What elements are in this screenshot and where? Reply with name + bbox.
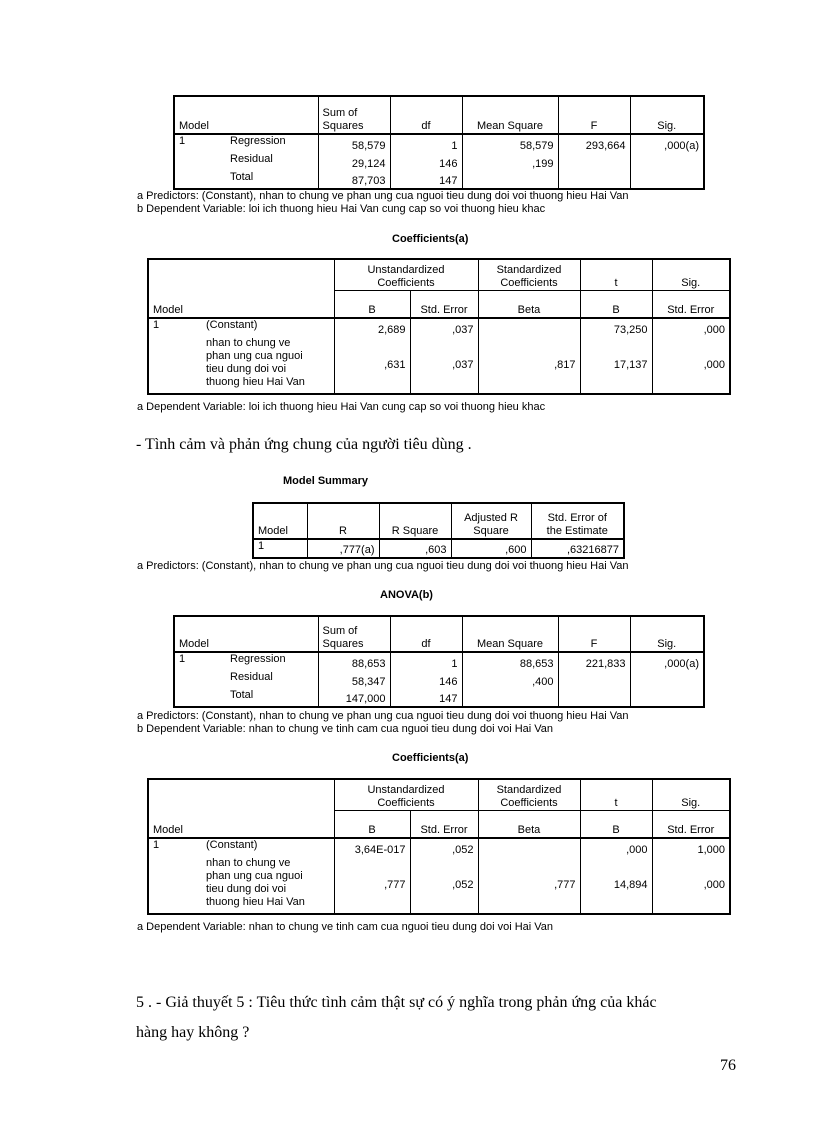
- header-beta: Beta: [478, 291, 580, 319]
- table-row: [174, 652, 704, 671]
- anova-table-2: [173, 615, 705, 708]
- cell-sig: [630, 153, 704, 171]
- cell-sig: ,000: [652, 318, 730, 337]
- cell-sig: [630, 171, 704, 189]
- cell-se: ,037: [410, 337, 478, 394]
- header-sum-of-squares: Sum of Squares: [318, 616, 390, 652]
- row-label: (Constant): [206, 839, 258, 851]
- coefficients-table-1: [147, 258, 731, 395]
- page-number: 76: [720, 1057, 736, 1074]
- cell-df: 147: [390, 171, 462, 189]
- cell-r: ,777(a): [307, 539, 379, 558]
- header-adjusted-r-square: Adjusted R Square: [451, 503, 531, 539]
- footnote-a: a Dependent Variable: loi ich thuong hieu Hai Van cung cap so voi thuong hieu khac: [137, 401, 546, 413]
- table-header-row: [174, 616, 704, 652]
- header-std-error-2: Std. Error: [652, 811, 730, 839]
- cell-ms: ,400: [462, 671, 558, 689]
- cell-b: 2,689: [334, 318, 410, 337]
- table-row: [174, 134, 704, 153]
- cell-sig: ,000: [652, 857, 730, 914]
- footnote-a: a Predictors: (Constant), nhan to chung ve phan ung cua nguoi tieu dung doi voi thuong hieu Hai Van: [137, 560, 629, 572]
- table-row: [148, 318, 730, 337]
- cell-df: 146: [390, 153, 462, 171]
- cell-ss: 88,653: [318, 652, 390, 671]
- cell-ss: 147,000: [318, 689, 390, 707]
- header-b: B: [334, 291, 410, 319]
- cell-sig: ,000(a): [630, 134, 704, 153]
- cell-beta: [478, 318, 580, 337]
- cell-f: [558, 153, 630, 171]
- section-heading: - Tình cảm và phản ứng chung của người tiêu dùng .: [136, 436, 472, 453]
- table-header-row: [148, 259, 730, 291]
- header-model: Model: [174, 96, 318, 134]
- table-header-row: [148, 779, 730, 811]
- cell-model: 1: [258, 540, 265, 552]
- cell-ss: 58,347: [318, 671, 390, 689]
- cell-sig: ,000(a): [630, 652, 704, 671]
- anova-table-1: [173, 95, 705, 190]
- header-mean-square: Mean Square: [462, 96, 558, 134]
- header-model: Model: [253, 503, 307, 539]
- cell-ms: 88,653: [462, 652, 558, 671]
- table-row: [253, 539, 624, 558]
- header-t: t: [580, 779, 652, 811]
- table-title: ANOVA(b): [380, 589, 433, 601]
- row-label: nhan to chung ve phan ung cua nguoi tieu dung doi voi thuong hieu Hai Van: [206, 337, 305, 388]
- cell-sig: ,000: [652, 337, 730, 394]
- cell-beta: ,817: [478, 337, 580, 394]
- header-b: B: [334, 811, 410, 839]
- header-f: F: [558, 96, 630, 134]
- footnote-b: b Dependent Variable: nhan to chung ve tinh cam cua nguoi tieu dung doi voi Hai Van: [137, 723, 554, 735]
- header-model: Model: [148, 779, 334, 838]
- cell-f: [558, 671, 630, 689]
- header-model: Model: [148, 259, 334, 318]
- header-t: t: [580, 259, 652, 291]
- header-r-square: R Square: [379, 503, 451, 539]
- table-row: [148, 838, 730, 857]
- cell-ms: 58,579: [462, 134, 558, 153]
- model-number: 1: [179, 653, 186, 665]
- cell-t: 73,250: [580, 318, 652, 337]
- cell-df: 1: [390, 134, 462, 153]
- hypothesis-line-2: hàng hay không ?: [136, 1024, 250, 1041]
- footnote-a: a Predictors: (Constant), nhan to chung ve phan ung cua nguoi tieu dung doi voi thuong hieu Hai Van: [137, 190, 629, 202]
- cell-t: ,000: [580, 838, 652, 857]
- cell-ms: [462, 689, 558, 707]
- header-sig: Sig.: [652, 259, 730, 291]
- row-label: Total: [230, 171, 254, 183]
- cell-sig: [630, 671, 704, 689]
- header-standardized: Standardized Coefficients: [478, 259, 580, 291]
- header-df: df: [390, 616, 462, 652]
- footnote-a: a Predictors: (Constant), nhan to chung ve phan ung cua nguoi tieu dung doi voi thuong hieu Hai Van: [137, 710, 629, 722]
- footnote-b: b Dependent Variable: loi ich thuong hieu Hai Van cung cap so voi thuong hieu khac: [137, 203, 546, 215]
- model-number: 1: [179, 135, 186, 147]
- table-title: Coefficients(a): [392, 752, 469, 764]
- row-label: Total: [230, 689, 254, 701]
- cell-b: 3,64E-017: [334, 838, 410, 857]
- header-std-error-estimate: Std. Error of the Estimate: [531, 503, 624, 539]
- cell-ss: 29,124: [318, 153, 390, 171]
- table-row: [174, 171, 704, 189]
- cell-f: 293,664: [558, 134, 630, 153]
- cell-df: 146: [390, 671, 462, 689]
- table-header-row: [174, 96, 704, 134]
- header-beta: Beta: [478, 811, 580, 839]
- header-mean-square: Mean Square: [462, 616, 558, 652]
- cell-f: [558, 171, 630, 189]
- header-unstandardized: Unstandardized Coefficients: [334, 259, 478, 291]
- header-sum-of-squares: Sum of Squares: [318, 96, 390, 134]
- cell-f: [558, 689, 630, 707]
- header-std-error: Std. Error: [410, 291, 478, 319]
- header-model: Model: [174, 616, 318, 652]
- cell-b: ,631: [334, 337, 410, 394]
- header-std-error-2: Std. Error: [652, 291, 730, 319]
- header-sig: Sig.: [630, 96, 704, 134]
- cell-se: ,037: [410, 318, 478, 337]
- cell-sig: 1,000: [652, 838, 730, 857]
- table-row: [174, 153, 704, 171]
- cell-ms: ,199: [462, 153, 558, 171]
- table-title: Coefficients(a): [392, 233, 469, 245]
- cell-df: 1: [390, 652, 462, 671]
- header-f: F: [558, 616, 630, 652]
- cell-ms: [462, 171, 558, 189]
- row-label: Residual: [230, 671, 273, 683]
- hypothesis-line-1: 5 . - Giả thuyết 5 : Tiêu thức tình cảm thật sự có ý nghĩa trong phản ứng của khác: [136, 994, 657, 1011]
- header-unstandardized: Unstandardized Coefficients: [334, 779, 478, 811]
- row-label: Residual: [230, 153, 273, 165]
- cell-beta: ,777: [478, 857, 580, 914]
- cell-sig: [630, 689, 704, 707]
- footnote-a: a Dependent Variable: nhan to chung ve tinh cam cua nguoi tieu dung doi voi Hai Van: [137, 921, 554, 933]
- cell-ss: 58,579: [318, 134, 390, 153]
- coefficients-table-2: [147, 778, 731, 915]
- table-row: [174, 689, 704, 707]
- model-number: 1: [153, 839, 160, 851]
- cell-adjusted-r-square: ,600: [451, 539, 531, 558]
- row-label: Regression: [230, 135, 286, 147]
- cell-ss: 87,703: [318, 171, 390, 189]
- cell-t: 14,894: [580, 857, 652, 914]
- cell-r-square: ,603: [379, 539, 451, 558]
- cell-df: 147: [390, 689, 462, 707]
- table-row: [174, 671, 704, 689]
- row-label: (Constant): [206, 319, 258, 331]
- cell-se: ,052: [410, 838, 478, 857]
- header-sig: Sig.: [652, 779, 730, 811]
- table-title: Model Summary: [283, 475, 368, 487]
- cell-f: 221,833: [558, 652, 630, 671]
- cell-beta: [478, 838, 580, 857]
- table-row: [148, 857, 730, 914]
- row-label: Regression: [230, 653, 286, 665]
- header-sig: Sig.: [630, 616, 704, 652]
- header-b2: B: [580, 291, 652, 319]
- cell-b: ,777: [334, 857, 410, 914]
- header-r: R: [307, 503, 379, 539]
- cell-se: ,052: [410, 857, 478, 914]
- row-label: nhan to chung ve phan ung cua nguoi tieu dung doi voi thuong hieu Hai Van: [206, 857, 305, 908]
- table-row: [148, 337, 730, 394]
- header-std-error: Std. Error: [410, 811, 478, 839]
- cell-t: 17,137: [580, 337, 652, 394]
- header-standardized: Standardized Coefficients: [478, 779, 580, 811]
- header-df: df: [390, 96, 462, 134]
- table-header-row: [253, 503, 624, 539]
- cell-std-error-estimate: ,63216877: [531, 539, 624, 558]
- model-summary-table: [252, 502, 625, 559]
- header-b2: B: [580, 811, 652, 839]
- model-number: 1: [153, 319, 160, 331]
